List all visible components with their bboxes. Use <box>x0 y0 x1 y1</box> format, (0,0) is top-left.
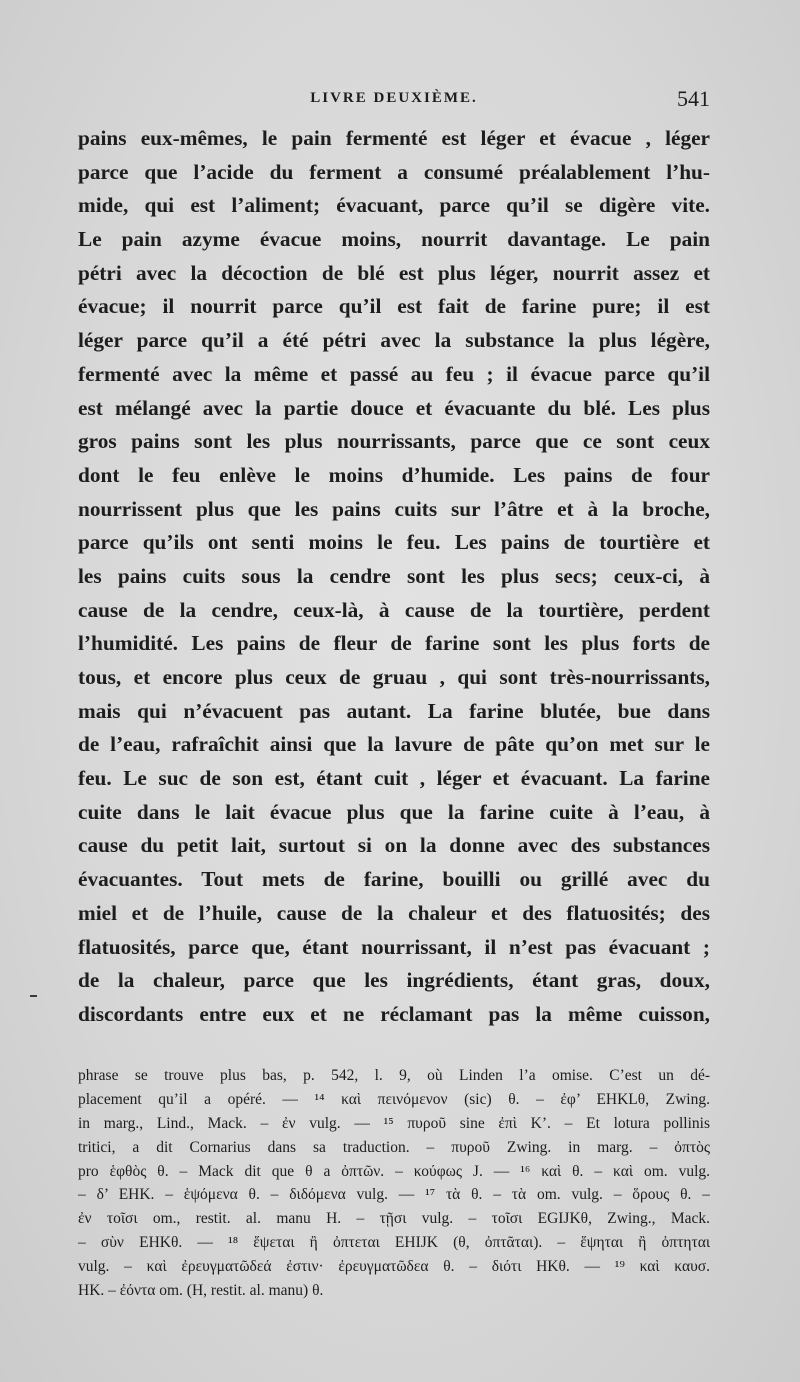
body-line: tous, et encore plus ceux de gruau , qui sont très-nourrissants, <box>78 665 710 689</box>
body-line: pains eux-mêmes, le pain fermenté est léger et évacue , léger <box>78 126 710 150</box>
body-text <box>78 122 710 1032</box>
body-line: est mélangé avec la partie douce et évacuante du blé. Les plus <box>78 395 710 420</box>
footnote-line: tritici, a dit Cornarius dans sa traduction. – πυροῦ Zwing. in marg. – ὀπτὸς <box>78 1138 710 1156</box>
body-line: miel et de l’huile, cause de la chaleur et des flatuosités; des <box>78 900 710 925</box>
footnote-line: vulg. – καὶ ἐρευγματῶδεά ἐστιν· ἐρευγματῶδεα θ. – διότι HKθ. — ¹⁹ καὶ καυσ. <box>78 1258 710 1276</box>
footnotes <box>78 1064 710 1303</box>
running-head <box>78 86 710 116</box>
body-line: les pains cuits sous la cendre sont les plus secs; ceux-ci, à <box>78 563 710 588</box>
body-line: flatuosités, parce que, étant nourrissant, il n’est pas évacuant ; <box>78 934 710 959</box>
body-line: mais qui n’évacuent pas autant. La farine blutée, bue dans <box>78 698 710 723</box>
body-line: évacue; il nourrit parce qu’il est fait de farine pure; il est <box>78 294 710 319</box>
body-line: de la chaleur, parce que les ingrédients, étant gras, doux, <box>78 968 710 993</box>
body-line: feu. Le suc de son est, étant cuit , léger et évacuant. La farine <box>78 766 710 791</box>
body-line: évacuantes. Tout mets de farine, bouilli ou grillé avec du <box>78 867 710 892</box>
footnote-line: – σὺν EHKθ. — ¹⁸ ἕψεται ἢ ὀπτεται EHIJK (θ, ὀπτᾶται). – ἕψηται ἢ ὀπτηται <box>78 1234 710 1252</box>
body-line: parce que l’acide du ferment a consumé préalablement l’hu- <box>78 159 710 184</box>
body-line: cause de la cendre, ceux-là, à cause de la tourtière, perdent <box>78 597 710 622</box>
body-line: nourrissent plus que les pains cuits sur l’âtre et à la broche, <box>78 496 710 521</box>
body-line: de l’eau, rafraîchit ainsi que la lavure de pâte qu’on met sur le <box>78 732 710 757</box>
body-line: gros pains sont les plus nourrissants, parce que ce sont ceux <box>78 429 710 454</box>
footnote-line: in marg., Lind., Mack. – ἐν vulg. — ¹⁵ πυροῦ sine ἐπὶ K’. – Et lotura pollinis <box>78 1114 710 1132</box>
body-line: cuite dans le lait évacue plus que la farine cuite à l’eau, à <box>78 799 710 824</box>
body-line: l’humidité. Les pains de fleur de farine sont les plus forts de <box>78 631 710 656</box>
body-line: léger parce qu’il a été pétri avec la substance la plus légère, <box>78 328 710 353</box>
footnote-line: placement qu’il a opéré. — ¹⁴ καὶ πεινόμενον (sic) θ. – ἐφ’ EHKLθ, Zwing. <box>78 1090 710 1108</box>
body-line: pétri avec la décoction de blé est plus léger, nourrit assez et <box>78 260 710 285</box>
footnote-line: HK. – ἐόντα om. (H, restit. al. manu) θ. <box>78 1282 324 1300</box>
body-line: Le pain azyme évacue moins, nourrit davantage. Le pain <box>78 227 710 252</box>
body-line: mide, qui est l’aliment; évacuant, parce qu’il se digère vite. <box>78 193 710 218</box>
body-line: parce qu’ils ont senti moins le feu. Les pains de tourtière et <box>78 530 710 555</box>
body-line: dont le feu enlève le moins d’humide. Les pains de four <box>78 462 710 487</box>
running-title: LIVRE DEUXIÈME. <box>310 90 478 106</box>
footnote-line: – δ’ EHK. – ἑψόμενα θ. – διδόμενα vulg. — ¹⁷ τὰ θ. – τὰ om. vulg. – ὅρους θ. – <box>78 1186 710 1204</box>
body-line: fermenté avec la même et passé au feu ; il évacue parce qu’il <box>78 361 710 386</box>
footnote-line: phrase se trouve plus bas, p. 542, l. 9, où Linden l’a omise. C’est un dé- <box>78 1067 710 1084</box>
footnote-line: pro ἑφθὸς θ. – Mack dit que θ a ὀπτῶν. – κούφως J. — ¹⁶ καὶ θ. – καὶ om. vulg. <box>78 1162 710 1180</box>
body-line: discordants entre eux et ne réclamant pas la même cuisson, <box>78 1001 710 1026</box>
body-line: cause du petit lait, surtout si on la donne avec des substances <box>78 833 710 858</box>
page-number: 541 <box>677 86 710 111</box>
margin-dash-mark <box>30 995 37 997</box>
footnote-line: ἐν τοῖσι om., restit. al. manu H. – τῇσι vulg. – τοῖσι EGIJKθ, Zwing., Mack. <box>78 1210 710 1228</box>
